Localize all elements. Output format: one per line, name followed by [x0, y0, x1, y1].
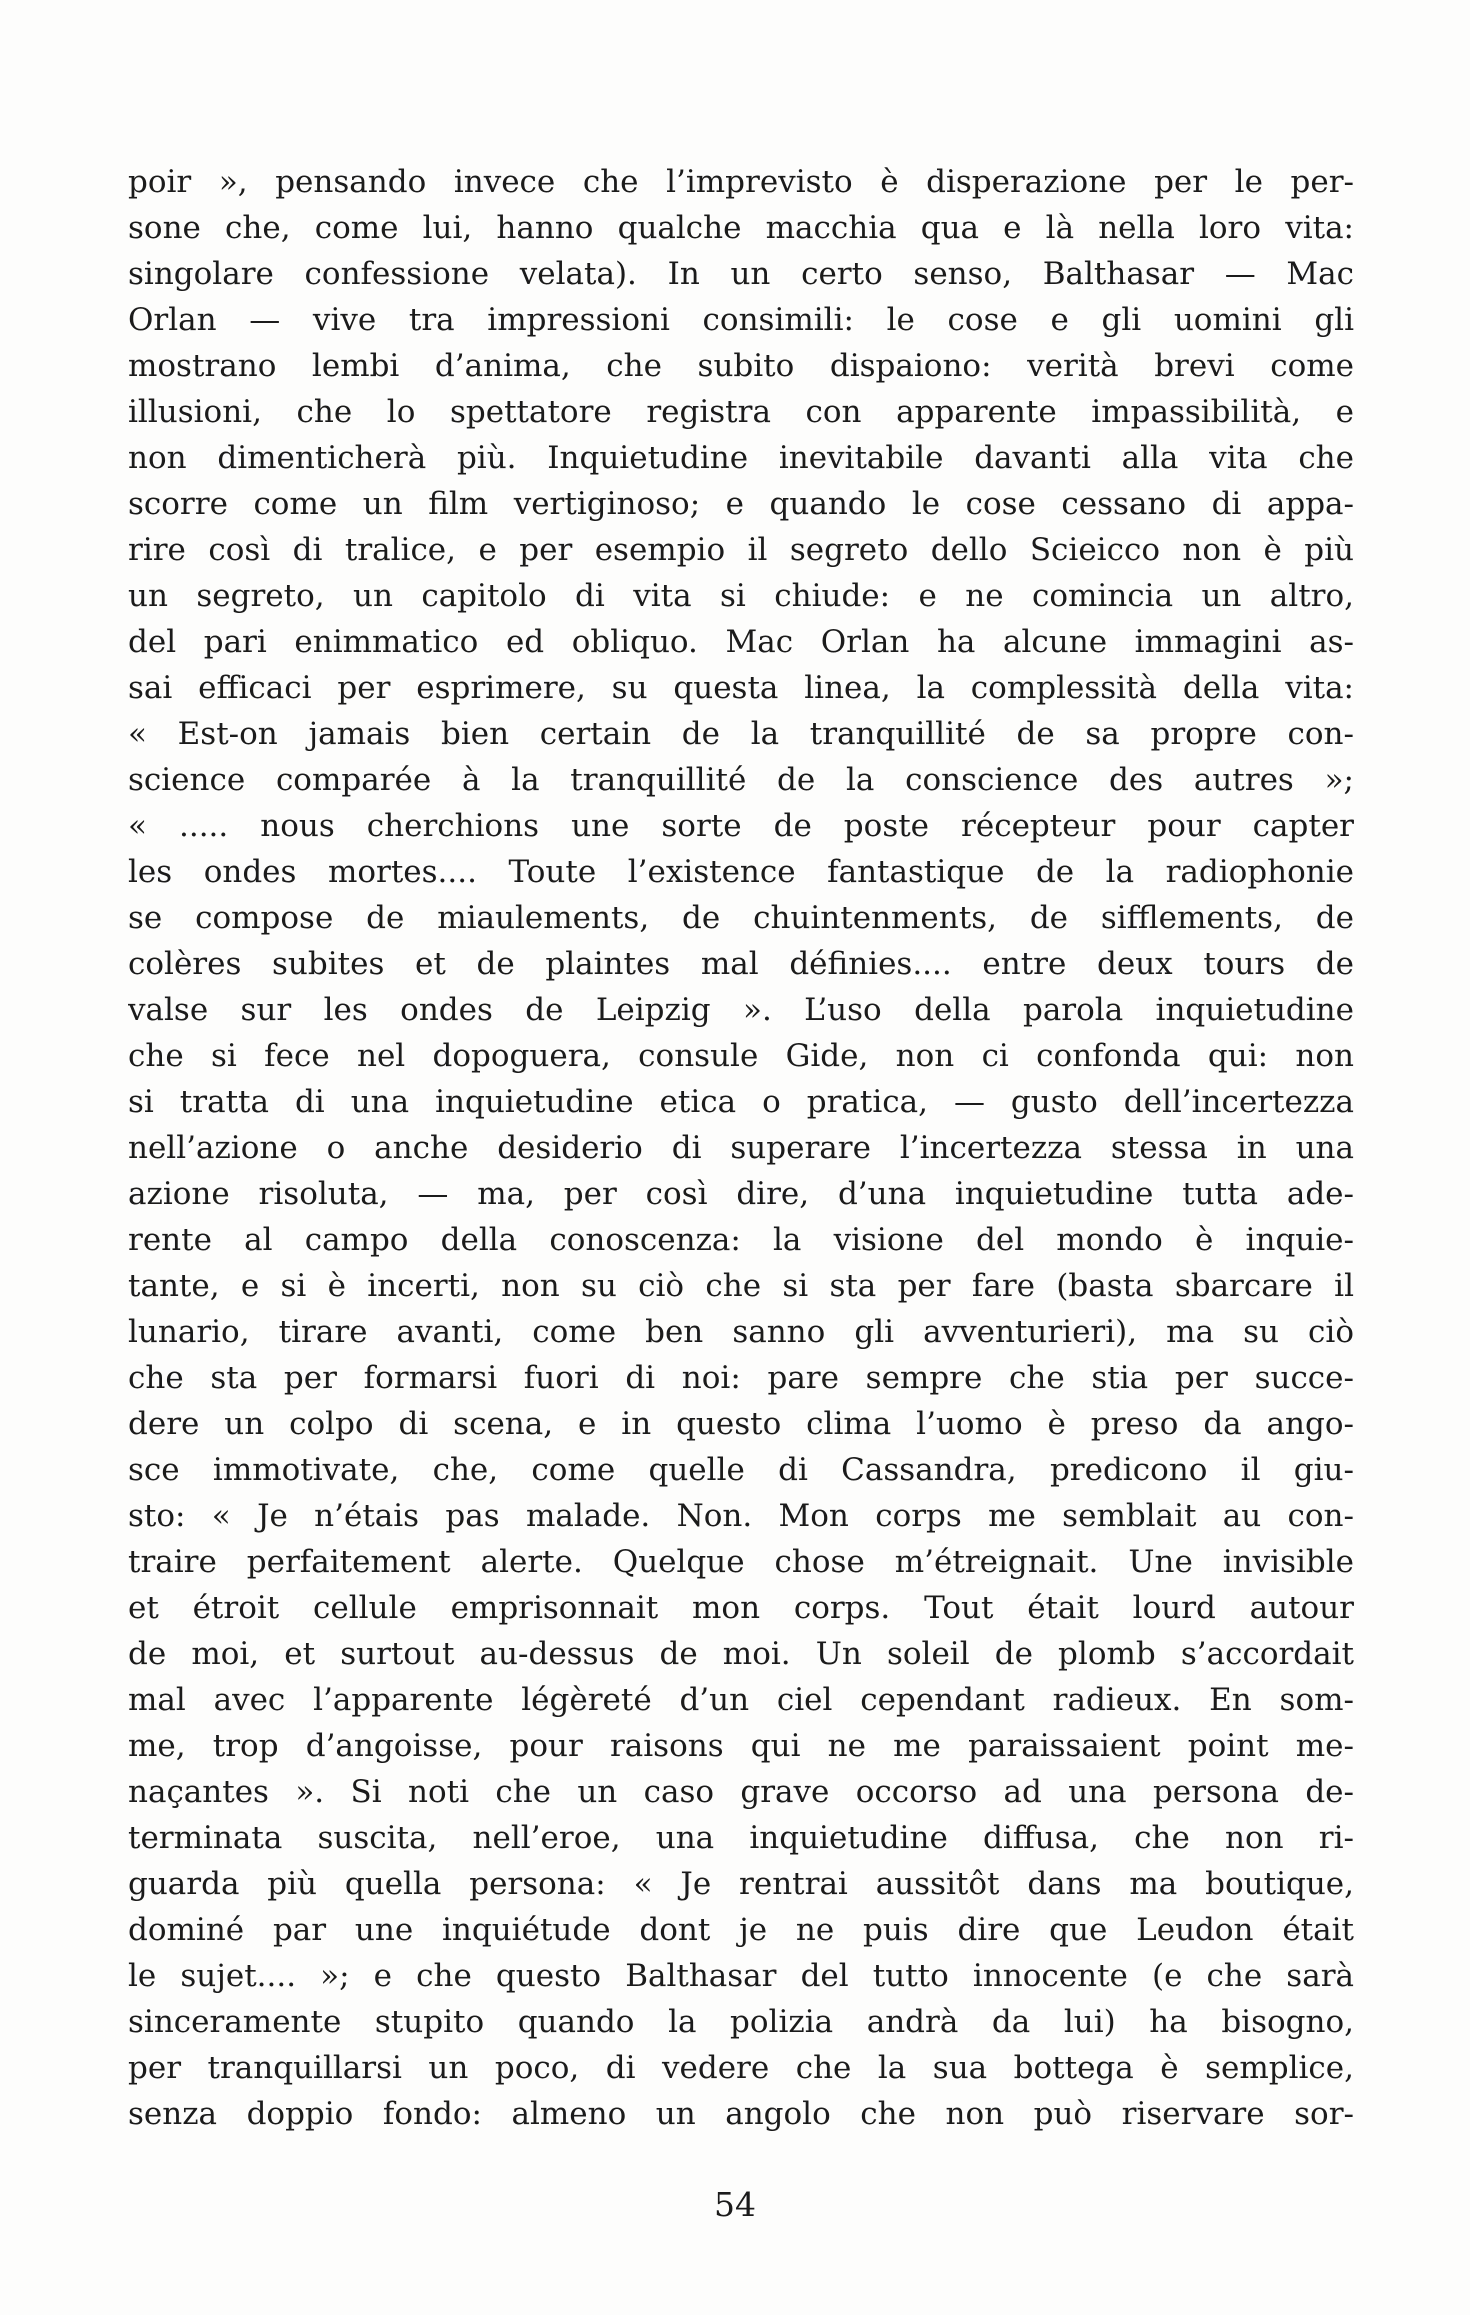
text-line: nell’azione o anche desiderio di superare l’incertezza stessa in una: [128, 1130, 1354, 1166]
text-line: sinceramente stupito quando la polizia andrà da lui) ha bisogno,: [128, 2004, 1354, 2040]
text-line: dominé par une inquiétude dont je ne puis dire que Leudon était: [128, 1912, 1354, 1948]
text-line: che si fece nel dopoguera, consule Gide, non ci confonda qui: non: [128, 1038, 1354, 1074]
text-line: guarda più quella persona: « Je rentrai aussitôt dans ma boutique,: [128, 1866, 1354, 1902]
text-line: poir », pensando invece che l’imprevisto è disperazione per le per-: [128, 164, 1354, 200]
text-line: sce immotivate, che, come quelle di Cassandra, predicono il giu-: [128, 1452, 1354, 1488]
text-line: traire perfaitement alerte. Quelque chose m’étreignait. Une invisible: [128, 1544, 1354, 1580]
text-line: mal avec l’apparente légèreté d’un ciel cependant radieux. En som-: [128, 1682, 1354, 1718]
text-line: si tratta di una inquietudine etica o pratica, — gusto dell’incertezza: [128, 1084, 1354, 1120]
text-line: che sta per formarsi fuori di noi: pare sempre che stia per succe-: [128, 1360, 1354, 1396]
text-line: terminata suscita, nell’eroe, una inquietudine diffusa, che non ri-: [128, 1820, 1354, 1856]
text-line: tante, e si è incerti, non su ciò che si sta per fare (basta sbarcare il: [128, 1268, 1354, 1304]
page-number: 54: [714, 2185, 756, 2224]
text-line: per tranquillarsi un poco, di vedere che la sua bottega è semplice,: [128, 2050, 1354, 2086]
text-line: colères subites et de plaintes mal définies.... entre deux tours de: [128, 946, 1354, 982]
text-line: se compose de miaulements, de chuintenments, de sifflements, de: [128, 900, 1354, 936]
text-line: sto: « Je n’étais pas malade. Non. Mon corps me semblait au con-: [128, 1498, 1354, 1534]
text-line: senza doppio fondo: almeno un angolo che non può riservare sor-: [128, 2096, 1354, 2132]
text-line: rente al campo della conoscenza: la visione del mondo è inquie-: [128, 1222, 1354, 1258]
text-line: science comparée à la tranquillité de la conscience des autres »;: [128, 762, 1354, 798]
text-line: lunario, tirare avanti, come ben sanno gli avventurieri), ma su ciò: [128, 1314, 1354, 1350]
text-line: de moi, et surtout au-dessus de moi. Un soleil de plomb s’accordait: [128, 1636, 1354, 1672]
text-line: mostrano lembi d’anima, che subito dispaiono: verità brevi come: [128, 348, 1354, 384]
text-line: naçantes ». Si noti che un caso grave occorso ad una persona de-: [128, 1774, 1354, 1810]
text-line: azione risoluta, — ma, per così dire, d’una inquietudine tutta ade-: [128, 1176, 1354, 1212]
text-line: « Est-on jamais bien certain de la tranquillité de sa propre con-: [128, 716, 1354, 752]
text-line: sone che, come lui, hanno qualche macchia qua e là nella loro vita:: [128, 210, 1354, 246]
text-line: Orlan — vive tra impressioni consimili: le cose e gli uomini gli: [128, 302, 1354, 338]
text-line: sai efficaci per esprimere, su questa linea, la complessità della vita:: [128, 670, 1354, 706]
text-line: un segreto, un capitolo di vita si chiude: e ne comincia un altro,: [128, 578, 1354, 614]
text-line: et étroit cellule emprisonnait mon corps. Tout était lourd autour: [128, 1590, 1354, 1626]
text-line: singolare confessione velata). In un certo senso, Balthasar — Mac: [128, 256, 1354, 292]
text-line: me, trop d’angoisse, pour raisons qui ne me paraissaient point me-: [128, 1728, 1354, 1764]
text-line: scorre come un film vertiginoso; e quando le cose cessano di appa-: [128, 486, 1354, 522]
text-line: illusioni, che lo spettatore registra con apparente impassibilità, e: [128, 394, 1354, 430]
text-line: les ondes mortes.... Toute l’existence fantastique de la radiophonie: [128, 854, 1354, 890]
text-line: rire così di tralice, e per esempio il segreto dello Scieicco non è più: [128, 532, 1354, 568]
text-line: valse sur les ondes de Leipzig ». L’uso della parola inquietudine: [128, 992, 1354, 1028]
text-line: del pari enimmatico ed obliquo. Mac Orlan ha alcune immagini as-: [128, 624, 1354, 660]
text-line: le sujet.... »; e che questo Balthasar del tutto innocente (e che sarà: [128, 1958, 1354, 1994]
text-line: « ..... nous cherchions une sorte de poste récepteur pour capter: [128, 808, 1354, 844]
text-line: dere un colpo di scena, e in questo clima l’uomo è preso da ango-: [128, 1406, 1354, 1442]
text-line: non dimenticherà più. Inquietudine inevitabile davanti alla vita che: [128, 440, 1354, 476]
